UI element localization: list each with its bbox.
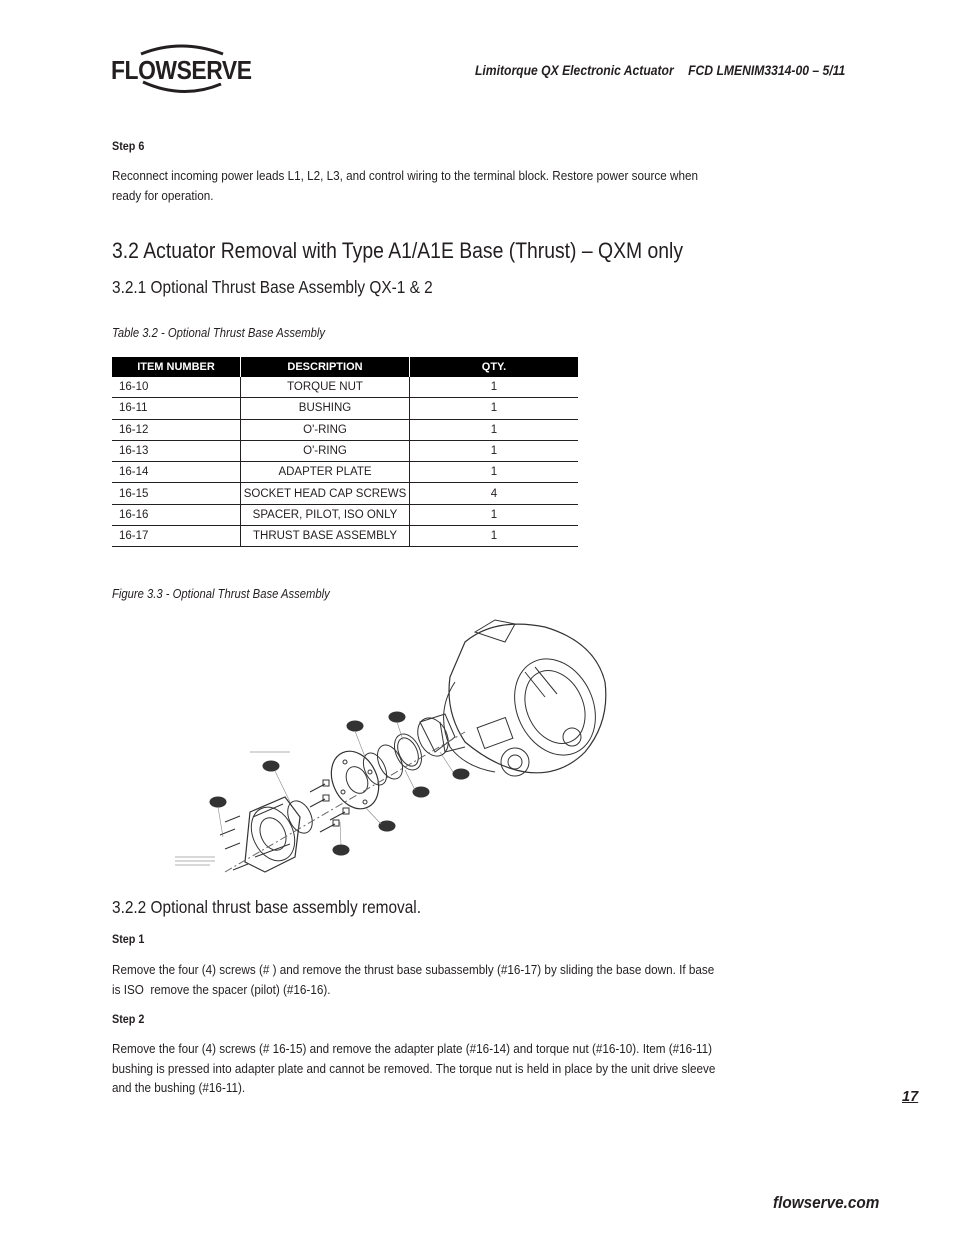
step6-label: Step 6	[112, 139, 145, 153]
step6-text	[112, 166, 724, 205]
callout-label: 16-10	[455, 772, 468, 778]
thrust-base-assembly	[243, 797, 303, 872]
cell-description: SPACER, PILOT, ISO ONLY	[241, 504, 410, 525]
cell-qty: 4	[410, 483, 579, 504]
table-row	[112, 504, 578, 525]
logo-text: FLOWSERVE	[111, 55, 252, 85]
callout-label: 16-14	[381, 824, 394, 830]
cell-qty: 1	[410, 419, 579, 440]
cell-item-number: 16-15	[112, 483, 241, 504]
col-header-description: DESCRIPTION	[241, 357, 410, 377]
table-row	[112, 440, 578, 461]
actuator-housing	[440, 620, 611, 776]
step2-line2: bushing is pressed into adapter plate and cannot be removed. The torque nut is held in place by the unit drive sleeve	[112, 1060, 716, 1076]
callout-label: 16-12	[349, 724, 362, 730]
table-caption: Table 3.2 - Optional Thrust Base Assembly	[112, 326, 326, 340]
cell-qty: 1	[410, 462, 579, 483]
cap-screws	[220, 780, 349, 870]
table-row	[112, 483, 578, 504]
cell-item-number: 16-14	[112, 462, 241, 483]
section-3-2-2-heading: 3.2.2 Optional thrust base assembly removal.	[112, 897, 422, 917]
step2-label: Step 2	[112, 1012, 145, 1026]
callout-label: 16-16	[335, 848, 348, 854]
cell-item-number: 16-16	[112, 504, 241, 525]
step2-line3: and the bushing (#16-11).	[112, 1080, 246, 1095]
cell-description: THRUST BASE ASSEMBLY	[241, 526, 410, 547]
page-header	[475, 63, 845, 78]
section-3-2-heading: 3.2 Actuator Removal with Type A1/A1E Base (Thrust) – QXM only	[112, 238, 684, 263]
cell-description: BUSHING	[241, 398, 410, 419]
parts-table	[112, 357, 578, 547]
cell-description: O'-RING	[241, 440, 410, 461]
step1-line1: Remove the four (4) screws (# ) and remove the thrust base subassembly (#16-17) by sliding the base down. If base	[112, 962, 715, 977]
o-rings	[359, 730, 427, 789]
cell-item-number: 16-17	[112, 526, 241, 547]
table-header-row	[112, 357, 578, 377]
col-header-item-number: ITEM NUMBER	[112, 357, 241, 377]
page-number: 17	[902, 1089, 919, 1105]
cell-description: SOCKET HEAD CAP SCREWS	[241, 483, 410, 504]
cell-qty: 1	[410, 440, 579, 461]
step6-line1: Reconnect incoming power leads L1, L2, L3, and control wiring to the terminal block. Restore power source when	[112, 168, 698, 183]
callout-label: 16-11	[415, 790, 428, 796]
callout-label: 16-17	[212, 800, 225, 806]
step2-text	[112, 1039, 724, 1098]
cell-description: ADAPTER PLATE	[241, 462, 410, 483]
step1-line2: is ISO remove the spacer (pilot) (#16-16).	[112, 981, 331, 997]
thrust-base-exploded-drawing	[165, 612, 615, 882]
cell-item-number: 16-11	[112, 398, 241, 419]
step2-line1: Remove the four (4) screws (# 16-15) and remove the adapter plate (#16-14) and torque nut (#16-10). Item (#16-11)	[112, 1041, 713, 1056]
table-row	[112, 526, 578, 547]
step1-label: Step 1	[112, 932, 145, 946]
table-row	[112, 377, 578, 398]
header-product: Limitorque QX Electronic Actuator	[475, 63, 674, 78]
footer-website: flowserve.com	[773, 1193, 880, 1212]
figure-caption: Figure 3.3 - Optional Thrust Base Assembly	[112, 587, 330, 601]
col-header-qty: QTY.	[410, 357, 579, 377]
section-3-2-1-heading: 3.2.1 Optional Thrust Base Assembly QX-1 & 2	[112, 277, 433, 297]
header-doc-code: FCD LMENIM3314-00 – 5/11	[688, 63, 846, 78]
table-row	[112, 398, 578, 419]
step1-text	[112, 960, 724, 999]
cell-qty: 1	[410, 398, 579, 419]
cell-item-number: 16-13	[112, 440, 241, 461]
table-row	[112, 419, 578, 440]
cell-qty: 1	[410, 377, 579, 398]
callout-label: 16-13	[391, 715, 404, 721]
callout-label: 16-15	[265, 764, 278, 770]
table-row	[112, 462, 578, 483]
step6-line2: ready for operation.	[112, 187, 214, 203]
cell-description: TORQUE NUT	[241, 377, 410, 398]
cell-item-number: 16-12	[112, 419, 241, 440]
cell-qty: 1	[410, 504, 579, 525]
cell-description: O'-RING	[241, 419, 410, 440]
cell-item-number: 16-10	[112, 377, 241, 398]
cell-qty: 1	[410, 526, 579, 547]
